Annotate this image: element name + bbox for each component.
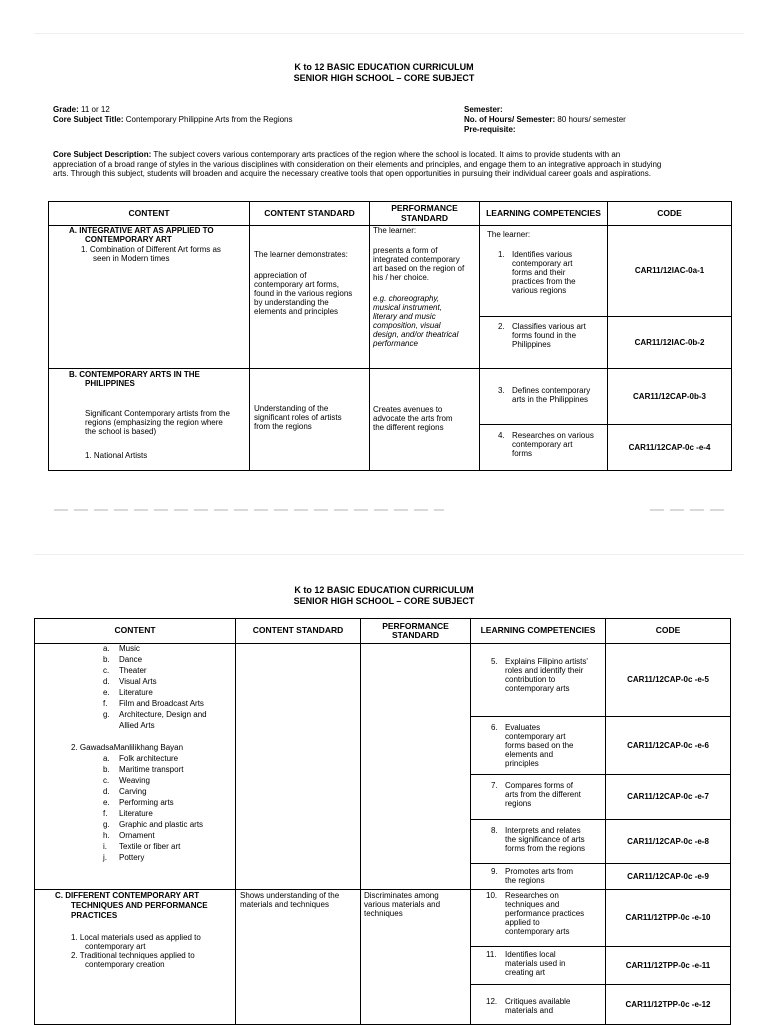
lc-number: 12. xyxy=(486,997,498,1006)
cs-a-line: elements and principles xyxy=(254,307,339,316)
lc-line: techniques and xyxy=(505,900,560,909)
list-marker: e. xyxy=(103,798,110,807)
list-marker: g. xyxy=(103,820,110,829)
lc-line: contribution to xyxy=(505,675,556,684)
lc-cell-3 xyxy=(480,369,608,425)
code-cell: CAR11/12CAP-0c -e-7 xyxy=(606,775,731,820)
lc-line: contemporary arts xyxy=(505,927,570,936)
code-cell: CAR11/12CAP-0c -e-4 xyxy=(608,425,732,471)
list-item: Graphic and plastic arts xyxy=(119,820,204,829)
ps-a-line: The learner: xyxy=(373,226,417,235)
lc-line: regions xyxy=(505,799,532,808)
content-cell-c xyxy=(35,890,236,1025)
table-row xyxy=(49,369,732,425)
lc-number: 8. xyxy=(491,826,498,835)
lc-number: 2. xyxy=(498,322,505,331)
lc-line: Interprets and relates xyxy=(505,826,581,835)
lc-line: contemporary art xyxy=(505,732,566,741)
list-item: Theater xyxy=(119,666,147,675)
semester-label: Semester: xyxy=(464,105,503,114)
code-cell: CAR11/12TPP-0c -e-11 xyxy=(606,947,731,985)
section-a-item1b: seen in Modern times xyxy=(93,254,170,263)
ps-a-example: musical instrument, xyxy=(373,303,442,312)
ps-a-line: presents a form of xyxy=(373,246,438,255)
cs-a-line: contemporary art forms, xyxy=(254,280,339,289)
content-standard-cell-empty xyxy=(236,644,361,890)
ps-a-line: his / her choice. xyxy=(373,273,430,282)
list-marker: b. xyxy=(103,765,110,774)
section-c-title: C. DIFFERENT CONTEMPORARY ART xyxy=(55,891,200,900)
hours-label: No. of Hours/ Semester: xyxy=(464,115,556,124)
table-row xyxy=(35,890,731,947)
col-content-standard: CONTENT STANDARD xyxy=(250,202,370,226)
ps-a-line: integrated contemporary xyxy=(373,255,460,264)
performance-standard-cell-a xyxy=(370,226,480,369)
title-value: Contemporary Philippine Arts from the Regions xyxy=(123,115,293,124)
lc-cell-4 xyxy=(480,425,608,471)
code-cell: CAR11/12CAP-0c -e-8 xyxy=(606,820,731,864)
lc-cell-8 xyxy=(471,820,606,864)
lc-line: roles and identify their xyxy=(505,666,584,675)
page2-header xyxy=(0,585,768,606)
list-marker: h. xyxy=(103,831,110,840)
lc-line: forms xyxy=(512,449,532,458)
semester-line xyxy=(464,105,503,115)
cs-a-line: The learner demonstrates: xyxy=(254,250,348,259)
header-line1: K to 12 BASIC EDUCATION CURRICULUM xyxy=(294,585,474,595)
header-line2: SENIOR HIGH SCHOOL – CORE SUBJECT xyxy=(293,595,475,606)
lc-cell-12 xyxy=(471,985,606,1025)
lc-line: the regions xyxy=(505,876,545,885)
lc-number: 7. xyxy=(491,781,498,790)
lc-line: applied to xyxy=(505,918,540,927)
table-row xyxy=(35,644,731,717)
lc-number: 10. xyxy=(486,891,498,900)
hours-line xyxy=(464,115,626,125)
code-cell: CAR11/12TPP-0c -e-12 xyxy=(606,985,731,1025)
title-line xyxy=(53,115,293,125)
lc-number: 5. xyxy=(491,657,498,666)
page1-footer-faint-right xyxy=(650,509,730,511)
curriculum-table-page2 xyxy=(34,618,731,1025)
ps-a-line: art based on the region of xyxy=(373,264,465,273)
lc-line: materials and xyxy=(505,1006,554,1015)
list-marker: c. xyxy=(103,666,110,675)
grade-label: Grade: xyxy=(53,105,79,114)
hours-value: 80 hours/ semester xyxy=(555,115,626,124)
lc-number: 3. xyxy=(498,386,505,395)
lc-cell-7 xyxy=(471,775,606,820)
list-marker: a. xyxy=(103,644,110,653)
lc-cell-10 xyxy=(471,890,606,947)
section-c-item: 2. Traditional techniques applied to xyxy=(71,951,195,960)
table-row xyxy=(49,226,732,317)
lc-line: practices from the xyxy=(512,277,576,286)
lc-line: forms based on the xyxy=(505,741,574,750)
title-label: Core Subject Title: xyxy=(53,115,124,124)
section-b-text: Significant Contemporary artists from the xyxy=(85,409,230,418)
list-marker: c. xyxy=(103,776,110,785)
lc-line: materials used in xyxy=(505,959,566,968)
ps-b-line: advocate the arts from xyxy=(373,414,453,423)
performance-standard-cell-b xyxy=(370,369,480,471)
header-line1: K to 12 BASIC EDUCATION CURRICULUM xyxy=(294,62,474,72)
col-code: CODE xyxy=(608,202,732,226)
code-cell: CAR11/12IAC-0a-1 xyxy=(608,226,732,317)
list-item: Literature xyxy=(119,688,153,697)
section-b-title2: PHILIPPINES xyxy=(85,379,135,388)
lc-cell-6 xyxy=(471,717,606,775)
list-marker: f. xyxy=(103,699,108,708)
lc-line: contemporary art xyxy=(512,440,573,449)
col-content: CONTENT xyxy=(35,619,236,644)
list-item: Weaving xyxy=(119,776,150,785)
ps-a-example: composition, visual xyxy=(373,321,441,330)
list-marker: d. xyxy=(103,787,110,796)
lc-cell-1 xyxy=(480,226,608,317)
grade-value: 11 or 12 xyxy=(78,105,110,114)
ps-c-line: various materials and xyxy=(364,900,441,909)
cs-b-line: from the regions xyxy=(254,422,312,431)
lc-line: forms and their xyxy=(512,268,566,277)
lc-cell-2 xyxy=(480,317,608,369)
lc-number: 4. xyxy=(498,431,505,440)
subject-description xyxy=(53,150,733,179)
page-top-divider xyxy=(34,33,744,34)
list-item: Carving xyxy=(119,787,147,796)
lc-line: Explains Filipino artists' xyxy=(505,657,588,666)
cs-c-line: materials and techniques xyxy=(240,900,329,909)
lc-line: Evaluates xyxy=(505,723,541,732)
list-item: Dance xyxy=(119,655,143,664)
section-c-title: PRACTICES xyxy=(71,911,118,920)
lc-line: Identifies various xyxy=(512,250,573,259)
lc-line: Compares forms of xyxy=(505,781,574,790)
gawad-heading: 2. GawadsaManlilikhang Bayan xyxy=(71,743,184,752)
code-cell: CAR11/12IAC-0b-2 xyxy=(608,317,732,369)
lc-line: arts in the Philippines xyxy=(512,395,589,404)
ps-c-line: Discriminates among xyxy=(364,891,439,900)
code-cell: CAR11/12CAP-0b-3 xyxy=(608,369,732,425)
desc-label: Core Subject Description: xyxy=(53,150,152,159)
list-item: Architecture, Design and xyxy=(119,710,207,719)
ps-c-line: techniques xyxy=(364,909,403,918)
ps-a-example: e.g. choreography, xyxy=(373,294,440,303)
col-performance-standard: PERFORMANCE STANDARD xyxy=(370,202,480,226)
grade-line xyxy=(53,105,110,115)
section-c-item: contemporary art xyxy=(85,942,146,951)
performance-standard-cell-c xyxy=(361,890,471,1025)
list-item: Literature xyxy=(119,809,153,818)
cs-a-line: found in the various regions xyxy=(254,289,353,298)
lc-line: Researches on xyxy=(505,891,559,900)
lc-number: 1. xyxy=(498,250,505,259)
ps-b-line: Creates avenues to xyxy=(373,405,443,414)
content-standard-cell-a xyxy=(250,226,370,369)
lc-line: the significance of arts xyxy=(505,835,585,844)
list-marker: a. xyxy=(103,754,110,763)
desc-line3: arts. Through this subject, students will broaden and acquire the necessary creative tools that open opportunities in pursuing their individual career goals and aspirations. xyxy=(53,169,651,178)
cs-c-line: Shows understanding of the xyxy=(240,891,340,900)
lc-cell-11 xyxy=(471,947,606,985)
lc-line: elements and xyxy=(505,750,554,759)
prereq-line xyxy=(464,125,516,135)
ps-b-line: the different regions xyxy=(373,423,444,432)
section-b-item1: 1. National Artists xyxy=(85,451,148,460)
code-cell: CAR11/12TPP-0c -e-10 xyxy=(606,890,731,947)
list-item: Music xyxy=(119,644,140,653)
list-marker: e. xyxy=(103,688,110,697)
lc-line: performance practices xyxy=(505,909,585,918)
lc-number: 6. xyxy=(491,723,498,732)
lc-line: Promotes arts from xyxy=(505,867,574,876)
lc-number: 11. xyxy=(486,950,497,959)
content-standard-cell-b xyxy=(250,369,370,471)
ps-a-example: design, and/or theatrical xyxy=(373,330,459,339)
list-item: Performing arts xyxy=(119,798,174,807)
list-marker: f. xyxy=(103,809,108,818)
content-cell-b xyxy=(49,369,250,471)
lc-line: forms from the regions xyxy=(505,844,586,853)
cs-a-line: by understanding the xyxy=(254,298,329,307)
header-line2: SENIOR HIGH SCHOOL – CORE SUBJECT xyxy=(293,72,475,83)
section-a-item1: 1. Combination of Different Art forms as xyxy=(81,245,221,254)
section-a-title1: A. INTEGRATIVE ART AS APPLIED TO xyxy=(69,226,214,235)
list-item: Ornament xyxy=(119,831,155,840)
table-header-row xyxy=(35,619,731,644)
lc-line: Defines contemporary xyxy=(512,386,591,395)
col-performance-standard: PERFORMANCE STANDARD xyxy=(361,619,471,644)
list-item: Pottery xyxy=(119,853,145,862)
table-header-row xyxy=(49,202,732,226)
content-cell-arts xyxy=(35,644,236,890)
list-marker: j. xyxy=(103,853,107,862)
lc-number: 9. xyxy=(491,867,498,876)
lc-line: Critiques available xyxy=(505,997,571,1006)
lc-line: various regions xyxy=(512,286,567,295)
curriculum-table-page1 xyxy=(48,201,732,471)
code-cell: CAR11/12CAP-0c -e-5 xyxy=(606,644,731,717)
lc-line: arts from the different xyxy=(505,790,581,799)
lc-cell-9 xyxy=(471,864,606,890)
lc-line: forms found in the xyxy=(512,331,577,340)
lc-line: Classifies various art xyxy=(512,322,586,331)
lc-line: contemporary arts xyxy=(505,684,570,693)
lc-line: Philippines xyxy=(512,340,551,349)
list-item: Textile or fiber art xyxy=(119,842,181,851)
content-cell-a xyxy=(49,226,250,369)
ps-a-example: literary and music xyxy=(373,312,436,321)
cs-b-line: Understanding of the xyxy=(254,404,329,413)
col-content-standard: CONTENT STANDARD xyxy=(236,619,361,644)
ps-a-example: performance xyxy=(373,339,418,348)
cs-b-line: significant roles of artists xyxy=(254,413,342,422)
col-learning-competencies: LEARNING COMPETENCIES xyxy=(471,619,606,644)
cs-a-line: appreciation of xyxy=(254,271,307,280)
lc-line: principles xyxy=(505,759,539,768)
section-b-title1: B. CONTEMPORARY ARTS IN THE xyxy=(69,370,200,379)
section-a-title2: CONTEMPORARY ART xyxy=(85,235,172,244)
list-item: Visual Arts xyxy=(119,677,157,686)
section-c-title: TECHNIQUES AND PERFORMANCE xyxy=(71,901,208,910)
page1-header xyxy=(0,62,768,83)
list-marker: b. xyxy=(103,655,110,664)
section-b-text: the school is based) xyxy=(85,427,157,436)
list-marker: g. xyxy=(103,710,110,719)
section-b-text: regions (emphasizing the region where xyxy=(85,418,223,427)
performance-standard-cell-empty xyxy=(361,644,471,890)
section-c-item: contemporary creation xyxy=(85,960,165,969)
list-item: Folk architecture xyxy=(119,754,179,763)
list-item: Allied Arts xyxy=(119,721,155,730)
prereq-label: Pre-requisite: xyxy=(464,125,516,134)
page1-footer-faint xyxy=(54,509,444,511)
col-learning-competencies: LEARNING COMPETENCIES xyxy=(480,202,608,226)
lc-line: contemporary art xyxy=(512,259,573,268)
col-code: CODE xyxy=(606,619,731,644)
lc-line: Identifies local xyxy=(505,950,556,959)
list-item: Maritime transport xyxy=(119,765,184,774)
list-marker: d. xyxy=(103,677,110,686)
desc-line1: The subject covers various contemporary arts practices of the region where the school is located. It aims to provide students with an xyxy=(151,150,621,159)
code-cell: CAR11/12CAP-0c -e-6 xyxy=(606,717,731,775)
content-standard-cell-c xyxy=(236,890,361,1025)
desc-line2: appreciation of a broad range of styles in the various disciplines with consideration on their elements and principles, and engage them to an integrative approach in studying xyxy=(53,159,662,169)
col-content: CONTENT xyxy=(49,202,250,226)
lc-learner: The learner: xyxy=(487,230,531,239)
page-divider xyxy=(34,554,744,555)
lc-cell-5 xyxy=(471,644,606,717)
section-c-item: 1. Local materials used as applied to xyxy=(71,933,201,942)
list-marker: i. xyxy=(103,842,107,851)
lc-line: creating art xyxy=(505,968,546,977)
lc-line: Researches on various xyxy=(512,431,594,440)
code-cell: CAR11/12CAP-0c -e-9 xyxy=(606,864,731,890)
list-item: Film and Broadcast Arts xyxy=(119,699,204,708)
